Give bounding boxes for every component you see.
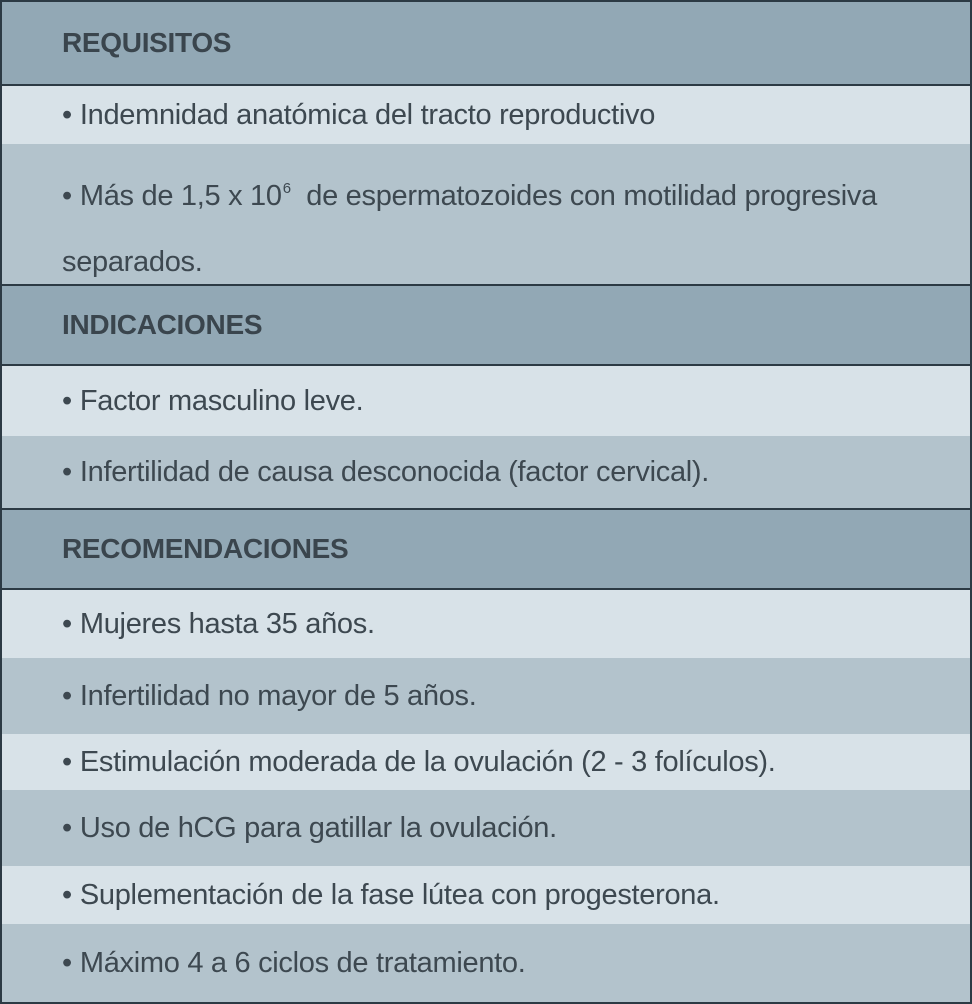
item-text: Infertilidad no mayor de 5 años. bbox=[79, 679, 477, 712]
bullet-icon: • bbox=[62, 946, 72, 979]
superscript-exponent: 6 bbox=[282, 180, 291, 197]
list-item bbox=[2, 144, 970, 284]
list-item bbox=[2, 866, 970, 924]
list-item bbox=[2, 436, 970, 508]
item-text: Estimulación moderada de la ovulación (2 - 3 folículos). bbox=[79, 745, 776, 778]
list-item bbox=[2, 658, 970, 734]
section-title: REQUISITOS bbox=[62, 27, 232, 58]
bullet-icon: • bbox=[62, 745, 72, 778]
bullet-icon: • bbox=[62, 98, 72, 131]
item-text: Infertilidad de causa desconocida (factor cervical). bbox=[79, 455, 710, 488]
list-item bbox=[2, 590, 970, 658]
section-header-requisitos bbox=[2, 2, 970, 86]
item-text: Factor masculino leve. bbox=[79, 384, 364, 417]
section-title: INDICACIONES bbox=[62, 309, 263, 340]
item-text: Máximo 4 a 6 ciclos de tratamiento. bbox=[79, 946, 526, 979]
bullet-icon: • bbox=[62, 607, 72, 640]
item-text-before: Más de 1,5 x 10 bbox=[79, 180, 282, 212]
bullet-icon: • bbox=[62, 384, 72, 417]
list-item bbox=[2, 734, 970, 790]
bullet-icon: • bbox=[62, 679, 72, 712]
list-item bbox=[2, 86, 970, 144]
bullet-icon: • bbox=[62, 811, 72, 844]
item-text-after: de espermatozoides con motilidad progresiva separados. bbox=[62, 180, 885, 278]
list-item bbox=[2, 924, 970, 1002]
item-text: Suplementación de la fase lútea con progesterona. bbox=[79, 878, 720, 911]
section-header-indicaciones bbox=[2, 284, 970, 366]
section-title: RECOMENDACIONES bbox=[62, 533, 349, 564]
bullet-icon: • bbox=[62, 878, 72, 911]
item-text: Indemnidad anatómica del tracto reproductivo bbox=[79, 98, 656, 131]
section-header-recomendaciones bbox=[2, 508, 970, 590]
item-text: Uso de hCG para gatillar la ovulación. bbox=[79, 811, 557, 844]
list-item bbox=[2, 366, 970, 436]
list-item bbox=[2, 790, 970, 866]
item-text: Mujeres hasta 35 años. bbox=[79, 607, 375, 640]
bullet-icon: • bbox=[62, 455, 72, 488]
bullet-icon: • bbox=[62, 180, 72, 212]
